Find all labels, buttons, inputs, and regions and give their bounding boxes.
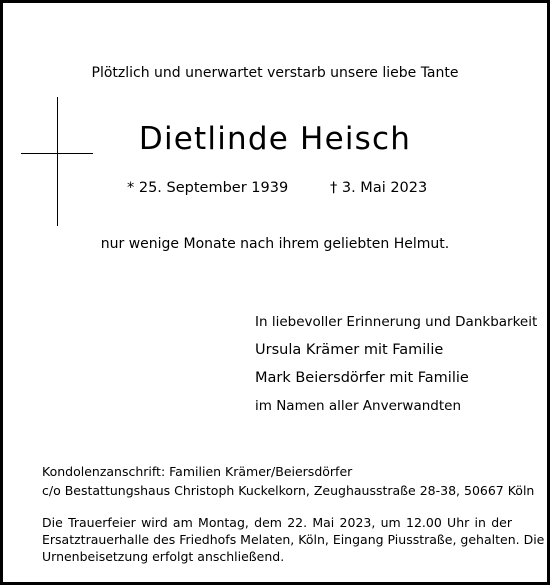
cross-vertical-bar bbox=[57, 97, 58, 226]
service-line: Ersatztrauerhalle des Friedhofs Melaten, Köln, Eingang Piusstraße, gehalten. Die bbox=[42, 532, 545, 547]
memorial-line: In liebevoller Erinnerung und Dankbarkeit bbox=[255, 314, 538, 330]
intro-text: Plötzlich und unerwartet verstarb unsere liebe Tante bbox=[91, 65, 459, 81]
service-line: Urnenbeisetzung erfolgt anschließend. bbox=[42, 549, 285, 564]
condolence-address-line: Kondolenzanschrift: Familien Krämer/Beiersdörfer bbox=[42, 464, 353, 479]
birth-date: * 25. September 1939 bbox=[127, 180, 289, 196]
condolence-address-line: c/o Bestattungshaus Christoph Kuckelkorn, Zeughausstraße 28-38, 50667 Köln bbox=[42, 483, 535, 498]
death-date: † 3. Mai 2023 bbox=[330, 180, 428, 196]
service-line: Die Trauerfeier wird am Montag, dem 22. Mai 2023, um 12.00 Uhr in der bbox=[42, 515, 512, 530]
funeral-service-paragraph bbox=[42, 514, 545, 565]
deceased-name: Dietlinde Heisch bbox=[138, 121, 412, 157]
remark-text: nur wenige Monate nach ihrem geliebten Helmut. bbox=[100, 236, 450, 252]
relatives-line: im Namen aller Anverwandten bbox=[255, 398, 462, 414]
mourner-name: Ursula Krämer mit Familie bbox=[255, 342, 444, 358]
mourner-name: Mark Beiersdörfer mit Familie bbox=[255, 370, 469, 386]
